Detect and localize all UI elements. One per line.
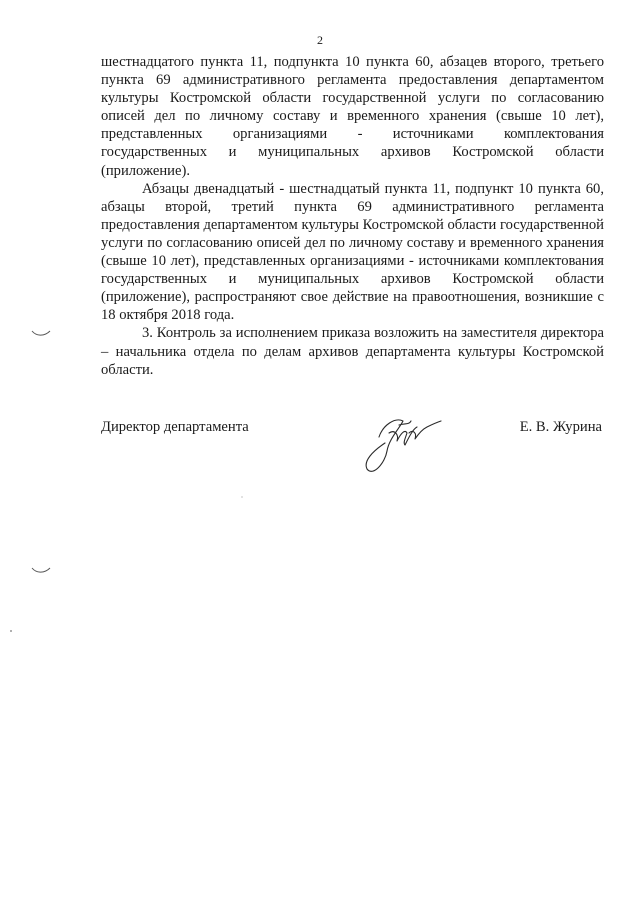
paragraph-control: 3. Контроль за исполнением приказа возложить на заместителя директора – начальника отдела по делам архивов департамента культуры Костромской области. bbox=[101, 325, 604, 378]
paragraph-continuation: шестнадцатого пункта 11, подпункта 10 пункта 60, абзацев второго, третьего пункта 69 административного регламента предоставления департаментом культуры Костромской области государственной услуги по согласованию описей дел по личному составу и временного хранения (свыше 10 лет), представленных организациями - источниками комплектования государственных и муниципальных архивов Костромской области (приложение). bbox=[101, 54, 604, 179]
document-body bbox=[101, 53, 604, 379]
handwritten-signature-icon bbox=[359, 403, 449, 483]
paragraph-effective-date: Абзацы двенадцатый - шестнадцатый пункта 11, подпункт 10 пункта 60, абзацы второй, третий пункта 69 административного регламента предоставления департаментом культуры Костромской области государственной услуги по согласованию описей дел по личному составу и временного хранения (свыше 10 лет), представленных организациями - источниками комплектования государственных и муниципальных архивов Костромской области (приложение), распространяют свое действие на правоотношения, возникшие с 18 октября 2018 года. bbox=[101, 180, 604, 324]
scan-dot-icon bbox=[240, 495, 244, 499]
signatory-name: Е. В. Журина bbox=[519, 419, 602, 435]
page-number: 2 bbox=[317, 33, 323, 47]
scan-artifact-icon bbox=[30, 327, 54, 341]
signatory-position: Директор департамента bbox=[101, 419, 249, 435]
scan-dot-icon bbox=[8, 628, 14, 634]
scan-artifact-icon bbox=[30, 565, 54, 577]
signature-block bbox=[101, 413, 604, 493]
